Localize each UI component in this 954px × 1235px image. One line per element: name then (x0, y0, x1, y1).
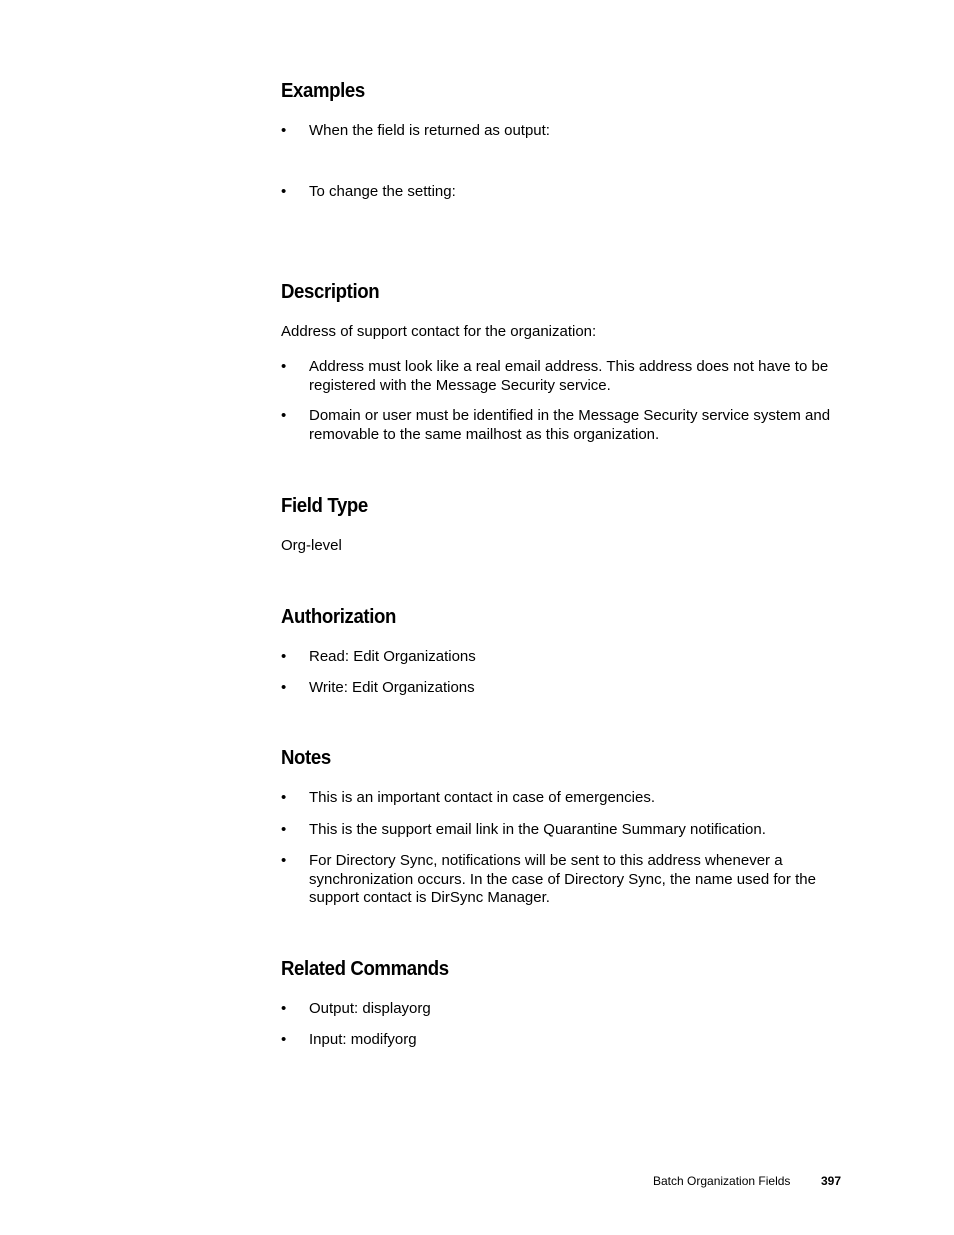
bullet-icon: • (281, 407, 287, 424)
list-item-text: Domain or user must be identified in the Message Security service system and removable to the same mailhost as this organization. (309, 407, 831, 443)
list-item (281, 852, 841, 908)
list-item (281, 1000, 841, 1019)
bullet-icon: • (281, 679, 287, 696)
list-item (281, 679, 841, 698)
list-item-text: Address must look like a real email address. This address does not have to be registered with the Message Security service. (309, 358, 829, 394)
list-item (281, 648, 841, 667)
page-number: 397 (821, 1174, 842, 1188)
list-item-text: Output: displayorg (309, 1000, 431, 1017)
description-heading: Description (281, 281, 380, 303)
list-item-text: When the field is returned as output: (309, 122, 550, 139)
list-item (281, 821, 841, 840)
related-commands-heading: Related Commands (281, 958, 449, 980)
bullet-icon: • (281, 789, 287, 806)
bullet-icon: • (281, 1031, 287, 1048)
list-item (281, 407, 841, 444)
bullet-icon: • (281, 821, 287, 838)
bullet-icon: • (281, 358, 287, 375)
field-type-value: Org-level (281, 537, 342, 554)
list-item-text: This is an important contact in case of emergencies. (309, 789, 655, 806)
list-item (281, 183, 841, 202)
list-item (281, 1031, 841, 1050)
examples-heading: Examples (281, 80, 365, 102)
bullet-icon: • (281, 122, 287, 139)
list-item-text: Write: Edit Organizations (309, 679, 475, 696)
list-item (281, 789, 841, 808)
list-item-text: Input: modifyorg (309, 1031, 417, 1048)
notes-heading: Notes (281, 747, 331, 769)
authorization-heading: Authorization (281, 606, 397, 628)
list-item-text: To change the setting: (309, 183, 456, 200)
description-intro: Address of support contact for the organization: (281, 323, 597, 340)
field-type-heading: Field Type (281, 495, 368, 517)
bullet-icon: • (281, 852, 287, 869)
list-item (281, 358, 841, 395)
list-item-text: Read: Edit Organizations (309, 648, 476, 665)
bullet-icon: • (281, 648, 287, 665)
list-item-text: For Directory Sync, notifications will be sent to this address whenever a synchronization occurs. In the case of Directory Sync, the name used for the support contact is DirSync Manager. (309, 852, 816, 906)
bullet-icon: • (281, 183, 287, 200)
bullet-icon: • (281, 1000, 287, 1017)
footer-title: Batch Organization Fields (653, 1174, 791, 1188)
list-item (281, 122, 841, 141)
list-item-text: This is the support email link in the Quarantine Summary notification. (309, 821, 766, 838)
